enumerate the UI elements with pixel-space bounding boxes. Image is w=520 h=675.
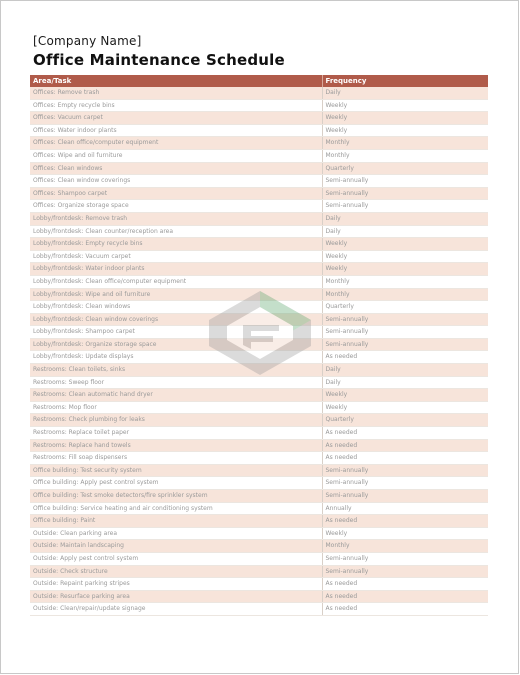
task-cell: Outside: Clean parking area bbox=[30, 527, 322, 540]
frequency-cell: As needed bbox=[322, 515, 488, 528]
frequency-cell: Monthly bbox=[322, 288, 488, 301]
frequency-cell: Quarterly bbox=[322, 414, 488, 427]
table-row bbox=[30, 238, 488, 251]
frequency-cell: Semi-annually bbox=[322, 490, 488, 503]
frequency-cell: As needed bbox=[322, 452, 488, 465]
task-cell: Restrooms: Clean automatic hand dryer bbox=[30, 389, 322, 402]
table-row bbox=[30, 124, 488, 137]
task-cell: Restrooms: Mop floor bbox=[30, 401, 322, 414]
table-row bbox=[30, 149, 488, 162]
task-cell: Restrooms: Clean toilets, sinks bbox=[30, 364, 322, 377]
task-cell: Lobby/frontdesk: Water indoor plants bbox=[30, 263, 322, 276]
table-row bbox=[30, 301, 488, 314]
column-header-area-task: Area/Task bbox=[30, 75, 322, 87]
frequency-cell: As needed bbox=[322, 603, 488, 616]
table-header-row bbox=[30, 75, 488, 87]
table-row bbox=[30, 275, 488, 288]
task-cell: Offices: Clean windows bbox=[30, 162, 322, 175]
task-cell: Outside: Clean/repair/update signage bbox=[30, 603, 322, 616]
column-header-frequency: Frequency bbox=[322, 75, 488, 87]
table-row bbox=[30, 250, 488, 263]
task-cell: Lobby/frontdesk: Clean counter/reception area bbox=[30, 225, 322, 238]
task-cell: Offices: Vacuum carpet bbox=[30, 112, 322, 125]
task-cell: Offices: Water indoor plants bbox=[30, 124, 322, 137]
task-cell: Outside: Resurface parking area bbox=[30, 590, 322, 603]
frequency-cell: Weekly bbox=[322, 238, 488, 251]
task-cell: Restrooms: Check plumbing for leaks bbox=[30, 414, 322, 427]
table-row bbox=[30, 87, 488, 99]
task-cell: Lobby/frontdesk: Wipe and oil furniture bbox=[30, 288, 322, 301]
frequency-cell: Semi-annually bbox=[322, 200, 488, 213]
task-cell: Lobby/frontdesk: Remove trash bbox=[30, 212, 322, 225]
table-row bbox=[30, 502, 488, 515]
table-row bbox=[30, 464, 488, 477]
table-row bbox=[30, 162, 488, 175]
table-row bbox=[30, 552, 488, 565]
table-row bbox=[30, 112, 488, 125]
task-cell: Offices: Clean window coverings bbox=[30, 175, 322, 188]
frequency-cell: Weekly bbox=[322, 401, 488, 414]
frequency-cell: Daily bbox=[322, 87, 488, 99]
frequency-cell: Semi-annually bbox=[322, 477, 488, 490]
frequency-cell: Daily bbox=[322, 212, 488, 225]
task-cell: Lobby/frontdesk: Organize storage space bbox=[30, 338, 322, 351]
table-row bbox=[30, 200, 488, 213]
table-row bbox=[30, 414, 488, 427]
frequency-cell: As needed bbox=[322, 439, 488, 452]
frequency-cell: Weekly bbox=[322, 124, 488, 137]
task-cell: Offices: Shampoo carpet bbox=[30, 187, 322, 200]
page-title: Office Maintenance Schedule bbox=[33, 51, 285, 69]
table-row bbox=[30, 225, 488, 238]
table-row bbox=[30, 603, 488, 616]
table-row bbox=[30, 187, 488, 200]
task-cell: Office building: Test security system bbox=[30, 464, 322, 477]
task-cell: Office building: Paint bbox=[30, 515, 322, 528]
frequency-cell: Semi-annually bbox=[322, 326, 488, 339]
table-row bbox=[30, 351, 488, 364]
table-row bbox=[30, 590, 488, 603]
frequency-cell: As needed bbox=[322, 578, 488, 591]
task-cell: Restrooms: Replace hand towels bbox=[30, 439, 322, 452]
task-cell: Lobby/frontdesk: Empty recycle bins bbox=[30, 238, 322, 251]
task-cell: Office building: Apply pest control system bbox=[30, 477, 322, 490]
task-cell: Restrooms: Replace toilet paper bbox=[30, 427, 322, 440]
table-row bbox=[30, 326, 488, 339]
table-row bbox=[30, 175, 488, 188]
task-cell: Outside: Maintain landscaping bbox=[30, 540, 322, 553]
task-cell: Offices: Organize storage space bbox=[30, 200, 322, 213]
task-cell: Offices: Remove trash bbox=[30, 87, 322, 99]
frequency-cell: Semi-annually bbox=[322, 464, 488, 477]
task-cell: Lobby/frontdesk: Update displays bbox=[30, 351, 322, 364]
task-cell: Outside: Check structure bbox=[30, 565, 322, 578]
task-cell: Offices: Clean office/computer equipment bbox=[30, 137, 322, 150]
table-row bbox=[30, 578, 488, 591]
task-cell: Lobby/frontdesk: Clean window coverings bbox=[30, 313, 322, 326]
frequency-cell: Monthly bbox=[322, 149, 488, 162]
frequency-cell: Semi-annually bbox=[322, 313, 488, 326]
task-cell: Outside: Repaint parking stripes bbox=[30, 578, 322, 591]
table-row bbox=[30, 439, 488, 452]
table-row bbox=[30, 565, 488, 578]
table-row bbox=[30, 137, 488, 150]
frequency-cell: Semi-annually bbox=[322, 187, 488, 200]
table-row bbox=[30, 99, 488, 112]
frequency-cell: Quarterly bbox=[322, 162, 488, 175]
frequency-cell: Semi-annually bbox=[322, 175, 488, 188]
frequency-cell: Weekly bbox=[322, 527, 488, 540]
frequency-cell: Weekly bbox=[322, 263, 488, 276]
frequency-cell: Semi-annually bbox=[322, 338, 488, 351]
task-cell: Lobby/frontdesk: Clean office/computer equipment bbox=[30, 275, 322, 288]
frequency-cell: As needed bbox=[322, 590, 488, 603]
task-cell: Restrooms: Sweep floor bbox=[30, 376, 322, 389]
table-row bbox=[30, 477, 488, 490]
table-row bbox=[30, 212, 488, 225]
table-row bbox=[30, 263, 488, 276]
table-row bbox=[30, 540, 488, 553]
frequency-cell: Monthly bbox=[322, 137, 488, 150]
frequency-cell: Weekly bbox=[322, 389, 488, 402]
frequency-cell: Daily bbox=[322, 225, 488, 238]
table-row bbox=[30, 364, 488, 377]
frequency-cell: Monthly bbox=[322, 275, 488, 288]
table-row bbox=[30, 452, 488, 465]
frequency-cell: Weekly bbox=[322, 250, 488, 263]
table-row bbox=[30, 515, 488, 528]
table-row bbox=[30, 313, 488, 326]
frequency-cell: As needed bbox=[322, 351, 488, 364]
task-cell: Lobby/frontdesk: Vacuum carpet bbox=[30, 250, 322, 263]
task-cell: Office building: Test smoke detectors/fire sprinkler system bbox=[30, 490, 322, 503]
frequency-cell: Monthly bbox=[322, 540, 488, 553]
task-cell: Offices: Empty recycle bins bbox=[30, 99, 322, 112]
task-cell: Restrooms: Fill soap dispensers bbox=[30, 452, 322, 465]
table-row bbox=[30, 401, 488, 414]
task-cell: Lobby/frontdesk: Clean windows bbox=[30, 301, 322, 314]
frequency-cell: Semi-annually bbox=[322, 552, 488, 565]
frequency-cell: As needed bbox=[322, 427, 488, 440]
task-cell: Lobby/frontdesk: Shampoo carpet bbox=[30, 326, 322, 339]
task-cell: Outside: Apply pest control system bbox=[30, 552, 322, 565]
table-body bbox=[30, 87, 488, 615]
frequency-cell: Semi-annually bbox=[322, 565, 488, 578]
table-row bbox=[30, 427, 488, 440]
table-row bbox=[30, 338, 488, 351]
company-name: [Company Name] bbox=[33, 34, 142, 48]
table-row bbox=[30, 376, 488, 389]
table-row bbox=[30, 389, 488, 402]
frequency-cell: Daily bbox=[322, 364, 488, 377]
schedule-table bbox=[30, 75, 488, 616]
frequency-cell: Weekly bbox=[322, 99, 488, 112]
frequency-cell: Annually bbox=[322, 502, 488, 515]
table-row bbox=[30, 490, 488, 503]
frequency-cell: Daily bbox=[322, 376, 488, 389]
table-row bbox=[30, 527, 488, 540]
task-cell: Office building: Service heating and air conditioning system bbox=[30, 502, 322, 515]
frequency-cell: Weekly bbox=[322, 112, 488, 125]
task-cell: Offices: Wipe and oil furniture bbox=[30, 149, 322, 162]
frequency-cell: Quarterly bbox=[322, 301, 488, 314]
table-row bbox=[30, 288, 488, 301]
